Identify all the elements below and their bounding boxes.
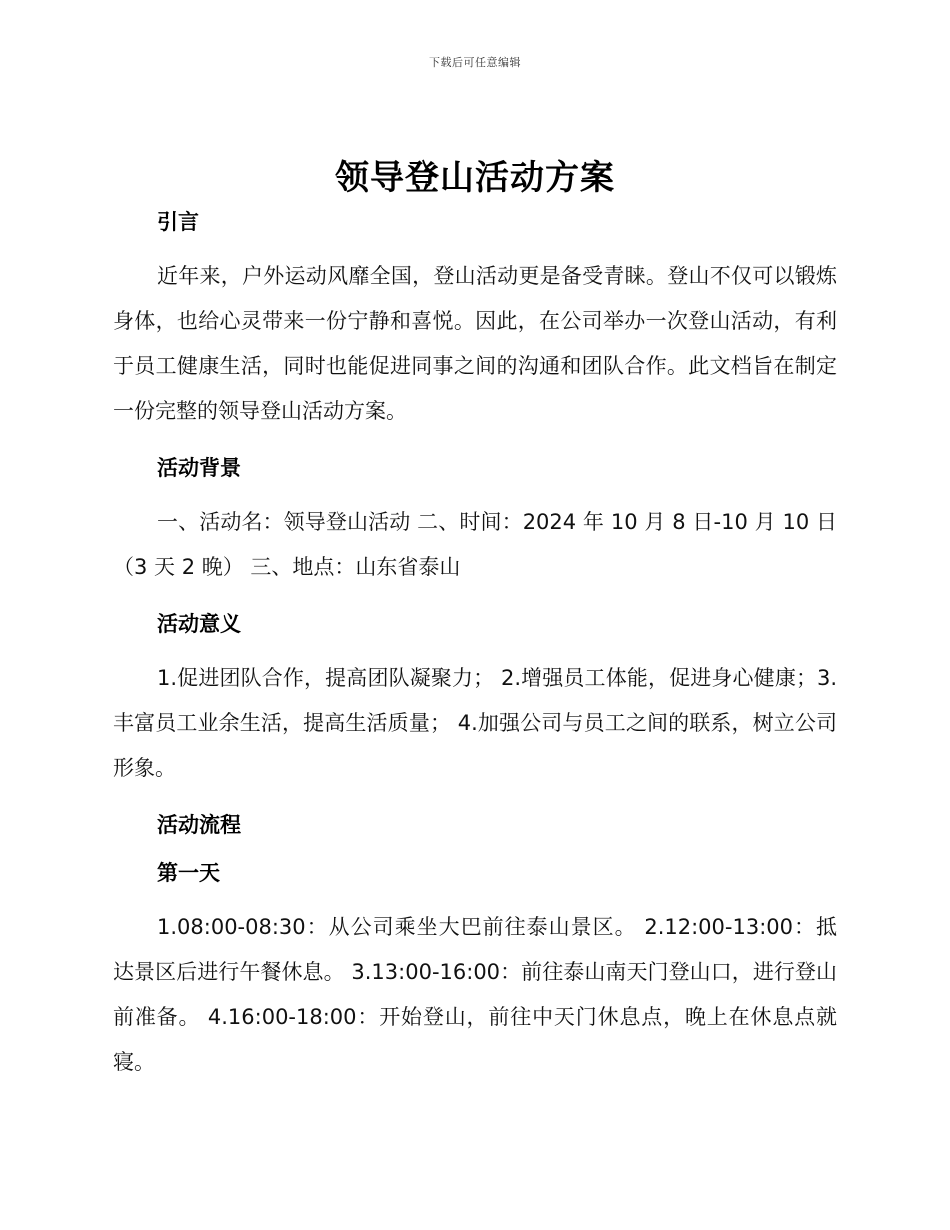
section-paragraph-day-one: 1.08:00-08:30：从公司乘坐大巴前往泰山景区。 2.12:00-13:00：抵达景区后进行午餐休息。 3.13:00-16:00：前往泰山南天门登山口，进行登山前准备。 4.16:00-18:00：开始登山，前往中天门休息点，晚上在休息点就寝。 — [113, 915, 837, 1074]
section-heading-significance: 活动意义 — [157, 612, 241, 636]
section-heading-day-one: 第一天 — [157, 861, 220, 885]
document-title: 领导登山活动方案 — [335, 158, 615, 198]
section-heading-introduction: 引言 — [157, 210, 199, 234]
section-paragraph-significance: 1.促进团队合作，提高团队凝聚力； 2.增强员工体能，促进身心健康；3.丰富员工业余生活，提高生活质量； 4.加强公司与员工之间的联系，树立公司形象。 — [113, 666, 837, 780]
section-paragraph-background: 一、活动名：领导登山活动 二、时间：2024 年 10 月 8 日-10 月 10 日（3 天 2 晚） 三、地点：山东省泰山 — [113, 510, 837, 579]
section-heading-process: 活动流程 — [157, 813, 241, 837]
section-paragraph-introduction: 近年来，户外运动风靡全国，登山活动更是备受青睐。登山不仅可以锻炼身体，也给心灵带来一份宁静和喜悦。因此，在公司举办一次登山活动，有利于员工健康生活，同时也能促进同事之间的沟通和团队合作。此文档旨在制定一份完整的领导登山活动方案。 — [113, 264, 837, 423]
document-body — [113, 198, 837, 1095]
section-heading-background: 活动背景 — [157, 456, 241, 480]
page-header-note: 下载后可任意编辑 — [429, 56, 521, 69]
